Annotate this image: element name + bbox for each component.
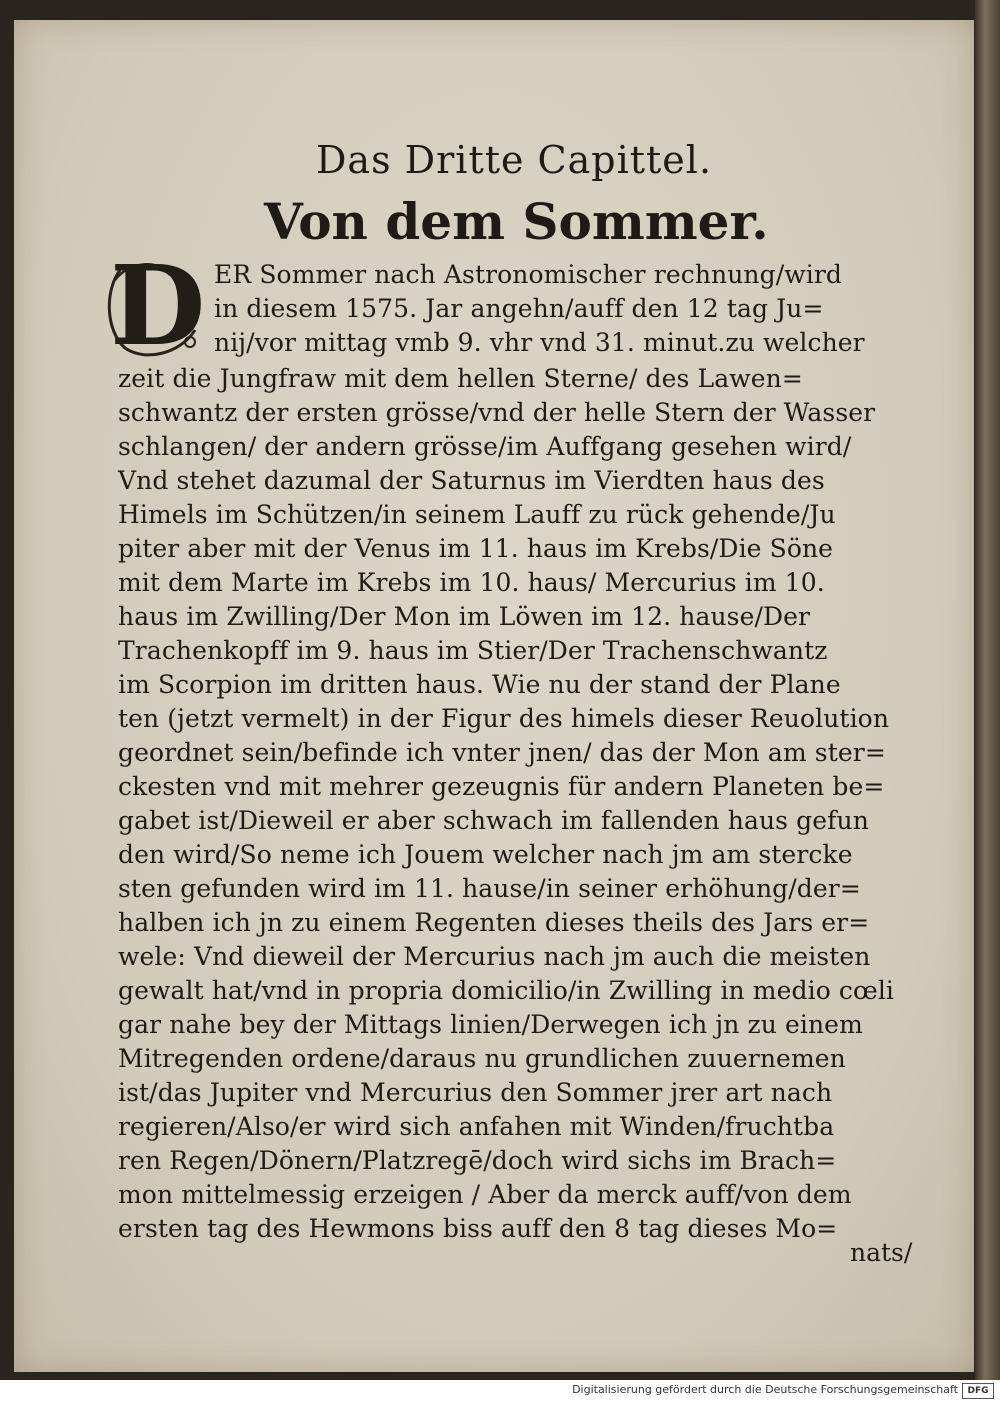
footer-bar [0,1380,1000,1401]
page-title: Von dem Sommer. [264,192,769,251]
document-page [14,20,974,1372]
text-line: Vnd stehet dazumal der Saturnus im Vierdten haus des [118,466,825,495]
text-line: gewalt hat/vnd in propria domicilio/in Zwilling in medio cœli [118,976,895,1005]
footer-credit: Digitalisierung gefördert durch die Deutsche Forschungsgemeinschaft [572,1383,958,1396]
text-line: gabet ist/Dieweil er aber schwach im fallenden haus gefun [118,806,869,835]
text-line: halben ich jn zu einem Regenten dieses theils des Jars er= [118,908,870,937]
dfg-logo-icon: DFG [962,1383,994,1399]
text-line: Mitregenden ordene/daraus nu grundlichen zuuernemen [118,1044,846,1073]
text-line: den wird/So neme ich Jouem welcher nach jm am stercke [118,840,853,869]
text-line: ersten tag des Hewmons biss auff den 8 tag dieses Mo= [118,1214,838,1243]
text-line: ren Regen/Dönern/Platzregē/doch wird sichs im Brach= [118,1146,837,1175]
text-line: gar nahe bey der Mittags linien/Derwegen ich jn zu einem [118,1010,863,1039]
text-line: zeit die Jungfraw mit dem hellen Sterne/ des Lawen= [118,364,803,393]
text-line-last: nats/ [850,1238,913,1267]
text-line: geordnet sein/befinde ich vnter jnen/ das der Mon am ster= [118,738,886,767]
text-line: piter aber mit der Venus im 11. haus im Krebs/Die Söne [118,534,834,563]
text-line: sten gefunden wird im 11. hause/in seiner erhöhung/der= [118,874,861,903]
text-line: schwantz der ersten grösse/vnd der helle Stern der Wasser [118,398,876,427]
initial-letter: D [110,241,206,370]
text-line: Himels im Schützen/in seinem Lauff zu rück gehende/Ju [118,500,836,529]
text-line: mon mittelmessig erzeigen / Aber da merck auff/von dem [118,1180,852,1209]
text-line: regieren/Also/er wird sich anfahen mit Winden/fruchtba [118,1112,835,1141]
text-line: nij/vor mittag vmb 9. vhr vnd 31. minut.zu welcher [214,328,865,357]
text-line: mit dem Marte im Krebs im 10. haus/ Mercurius im 10. [118,568,825,597]
text-line: in diesem 1575. Jar angehn/auff den 12 tag Ju= [214,294,824,323]
book-edge [975,0,1000,1380]
text-line: haus im Zwilling/Der Mon im Löwen im 12. hause/Der [118,602,811,631]
text-line: ist/das Jupiter vnd Mercurius den Sommer jrer art nach [118,1078,833,1107]
text-line: im Scorpion im dritten haus. Wie nu der stand der Plane [118,670,841,699]
text-line: ten (jetzt vermelt) in der Figur des himels dieser Reuolution [118,704,890,733]
chapter-heading: Das Dritte Capittel. [315,138,713,182]
text-line: ckesten vnd mit mehrer gezeugnis für andern Planeten be= [118,772,885,801]
text-line: Trachenkopff im 9. haus im Stier/Der Trachenschwantz [118,636,828,665]
text-line: ER Sommer nach Astronomischer rechnung/wird [214,260,842,289]
text-line: wele: Vnd dieweil der Mercurius nach jm auch die meisten [118,942,871,971]
text-line: schlangen/ der andern grösse/im Auffgang gesehen wird/ [118,432,852,461]
text-block [14,20,974,1372]
